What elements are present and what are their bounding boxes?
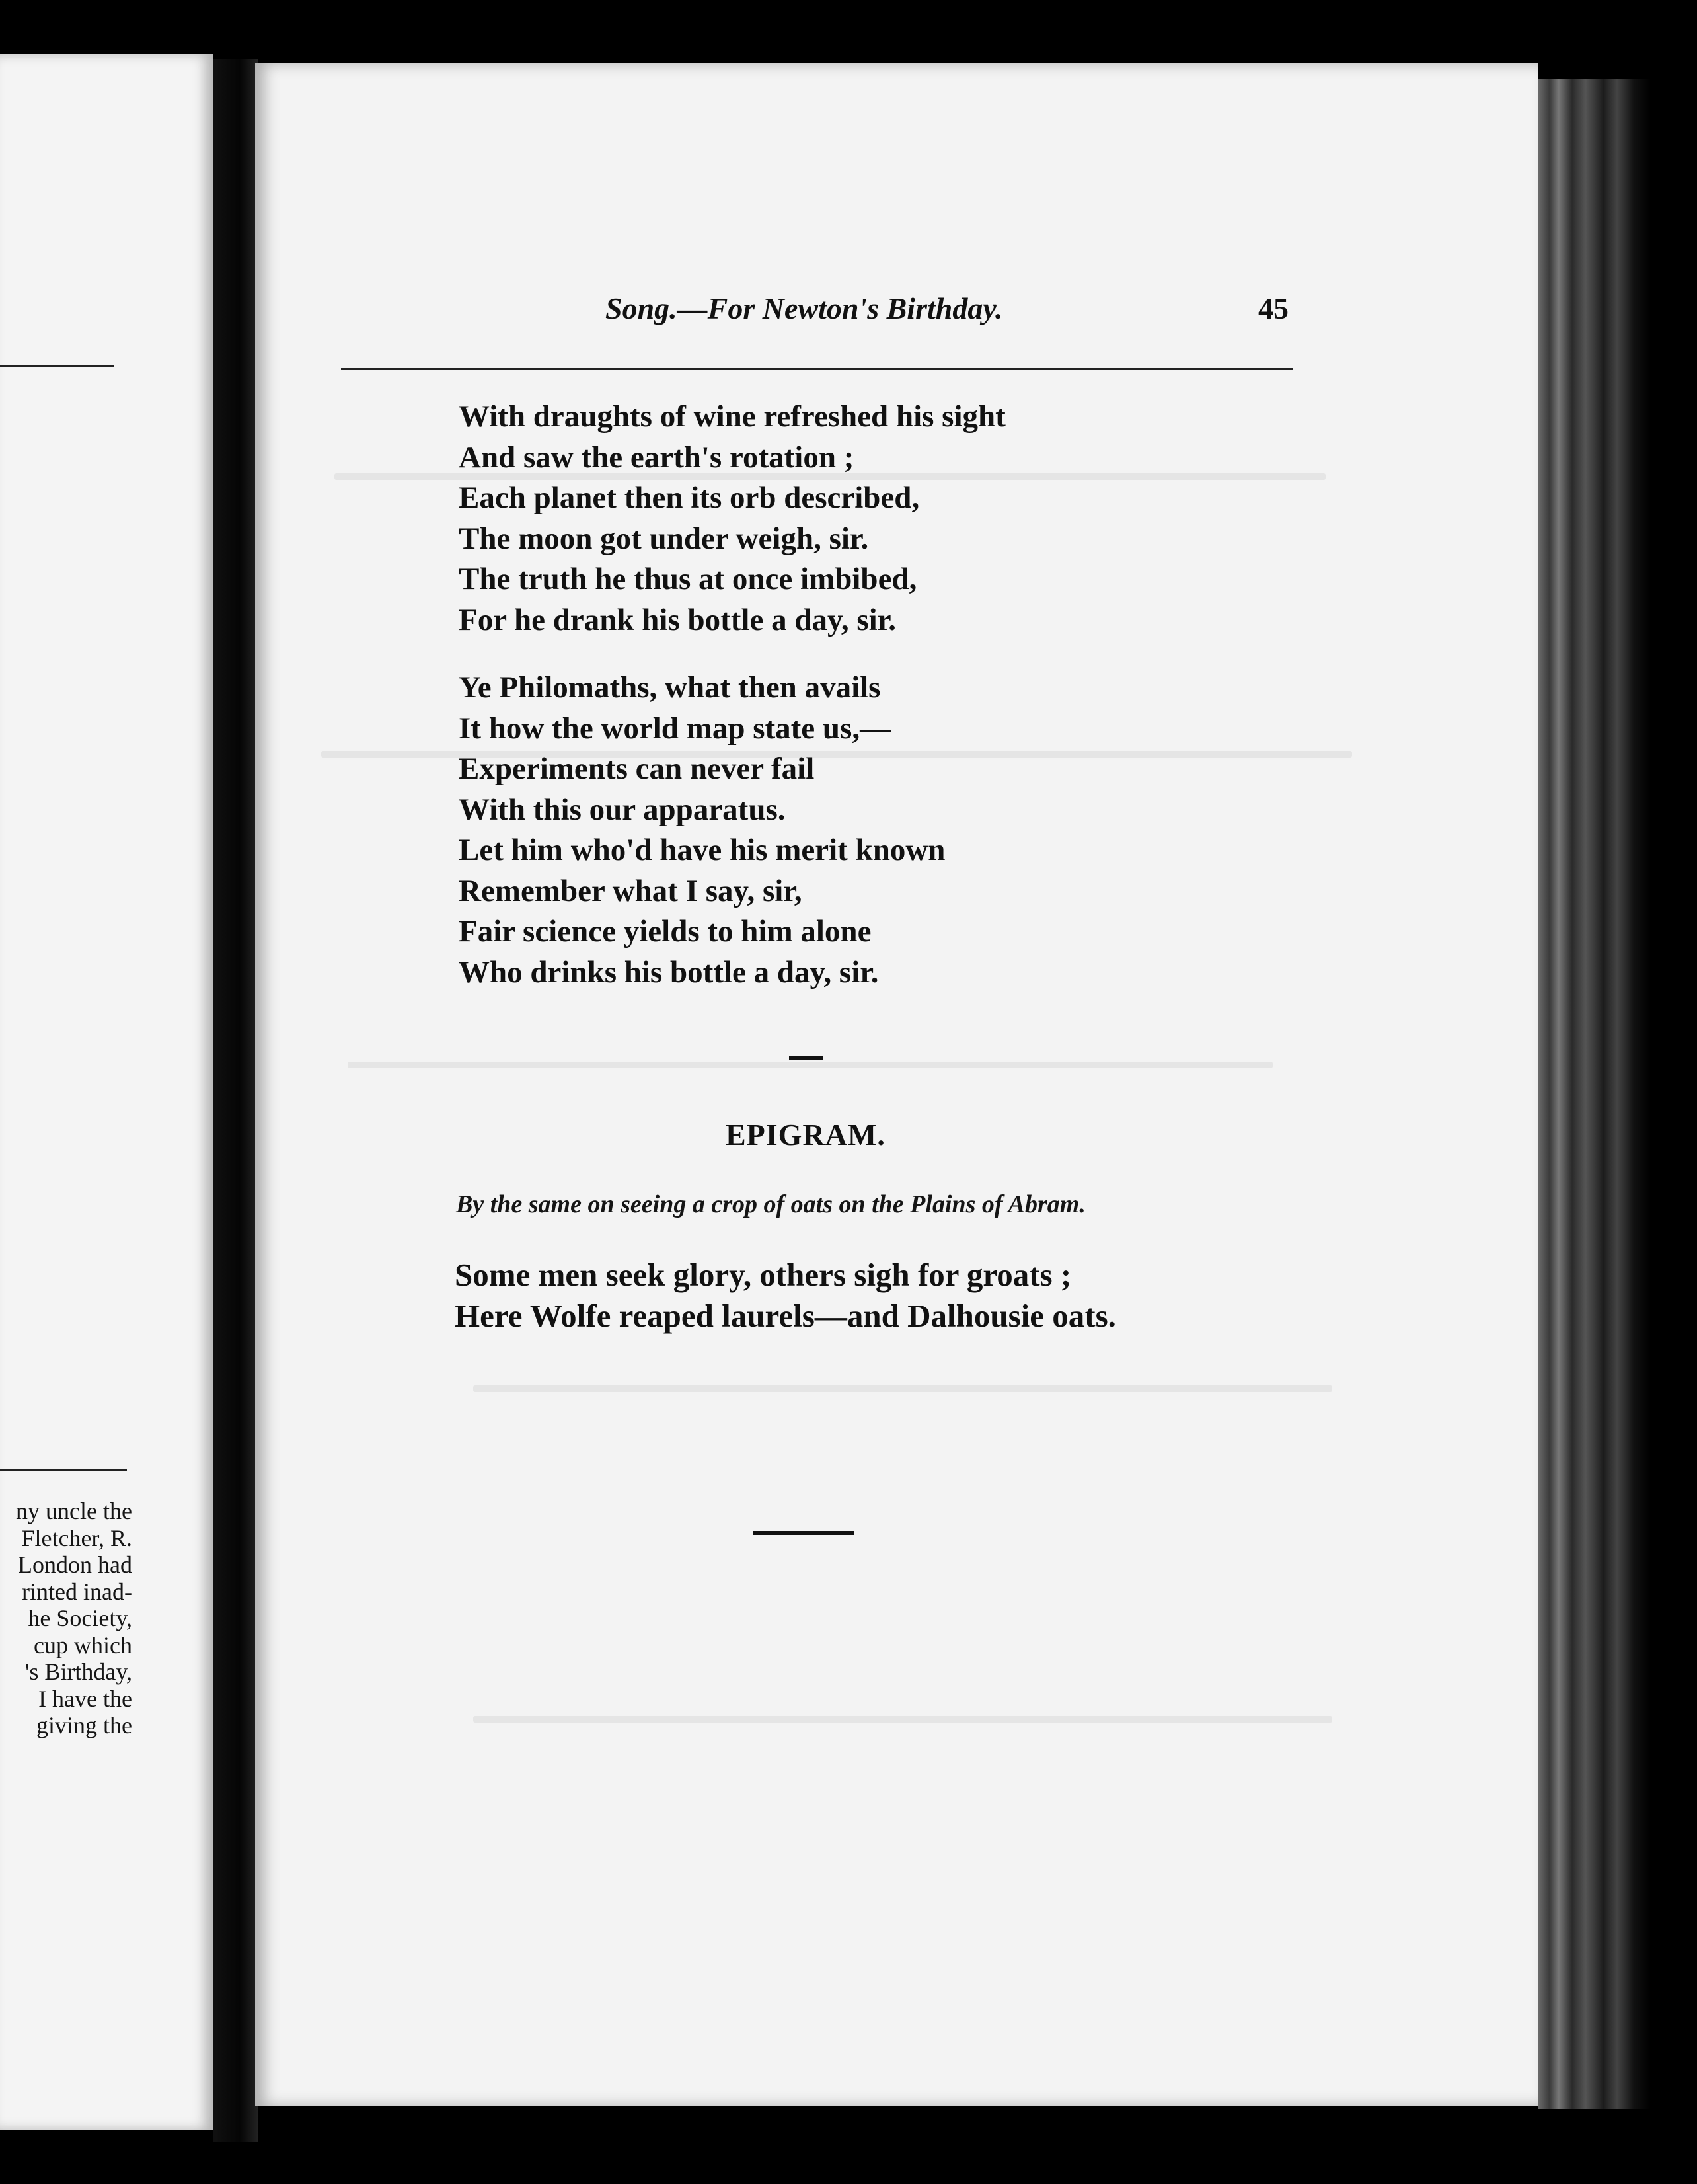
- poem-line: The moon got under weigh, sir.: [459, 521, 869, 556]
- end-rule: [753, 1531, 854, 1535]
- poem-stanza-2: [459, 668, 945, 993]
- left-fragment-line: London had: [18, 1551, 132, 1578]
- left-page-rule-bottom: [0, 1469, 127, 1471]
- left-fragment-line: cup which: [34, 1631, 132, 1658]
- show-through-mark: [473, 1385, 1332, 1392]
- poem-line: Who drinks his bottle a day, sir.: [459, 955, 879, 990]
- poem-line: Each planet then its orb described,: [459, 481, 920, 515]
- epigram-line: Some men seek glory, others sigh for groats ;: [455, 1257, 1072, 1293]
- left-fragment-line: rinted inad-: [22, 1578, 132, 1605]
- left-fragment-line: ny uncle the: [16, 1498, 132, 1524]
- header-rule: [341, 368, 1293, 370]
- book-gutter: [213, 59, 258, 2142]
- poem-line: Remember what I say, sir,: [459, 873, 802, 908]
- poem-line: The truth he thus at once imbibed,: [459, 562, 917, 596]
- left-fragment-line: giving the: [36, 1712, 132, 1738]
- poem-line: It how the world map state us,—: [459, 711, 891, 746]
- epigram-subtitle: By the same on seeing a crop of oats on the Plains of Abram.: [456, 1190, 1086, 1218]
- left-fragment-line: 's Birthday,: [24, 1658, 132, 1685]
- poem-line: With draughts of wine refreshed his sight: [459, 399, 1006, 434]
- poem-line: Fair science yields to him alone: [459, 914, 872, 949]
- poem-line: And saw the earth's rotation ;: [459, 440, 854, 475]
- left-fragment-line: Fletcher, R.: [21, 1524, 132, 1551]
- page-block-edge: [1538, 79, 1651, 2109]
- poem-line: Ye Philomaths, what then avails: [459, 670, 881, 705]
- epigram-line: Here Wolfe reaped laurels—and Dalhousie oats.: [455, 1298, 1116, 1334]
- left-page-footnote-fragment: [0, 1498, 132, 1739]
- left-page-rule-top: [0, 365, 114, 367]
- left-facing-page: [0, 54, 213, 2130]
- show-through-mark: [348, 1062, 1273, 1068]
- poem-line: Experiments can never fail: [459, 752, 815, 786]
- poem-line: Let him who'd have his merit known: [459, 833, 946, 867]
- left-fragment-line: I have the: [38, 1685, 132, 1712]
- section-divider-dash: [789, 1056, 823, 1060]
- epigram-couplet: [455, 1255, 1116, 1337]
- left-fragment-line: he Society,: [28, 1605, 132, 1631]
- page-number: 45: [1258, 292, 1289, 325]
- epigram-title: EPIGRAM.: [726, 1118, 886, 1151]
- poem-line: For he drank his bottle a day, sir.: [459, 602, 897, 637]
- show-through-mark: [473, 1716, 1332, 1723]
- poem-stanza-1: [459, 397, 1006, 641]
- running-head: Song.—For Newton's Birthday.: [605, 292, 1003, 325]
- poem-line: With this our apparatus.: [459, 792, 786, 827]
